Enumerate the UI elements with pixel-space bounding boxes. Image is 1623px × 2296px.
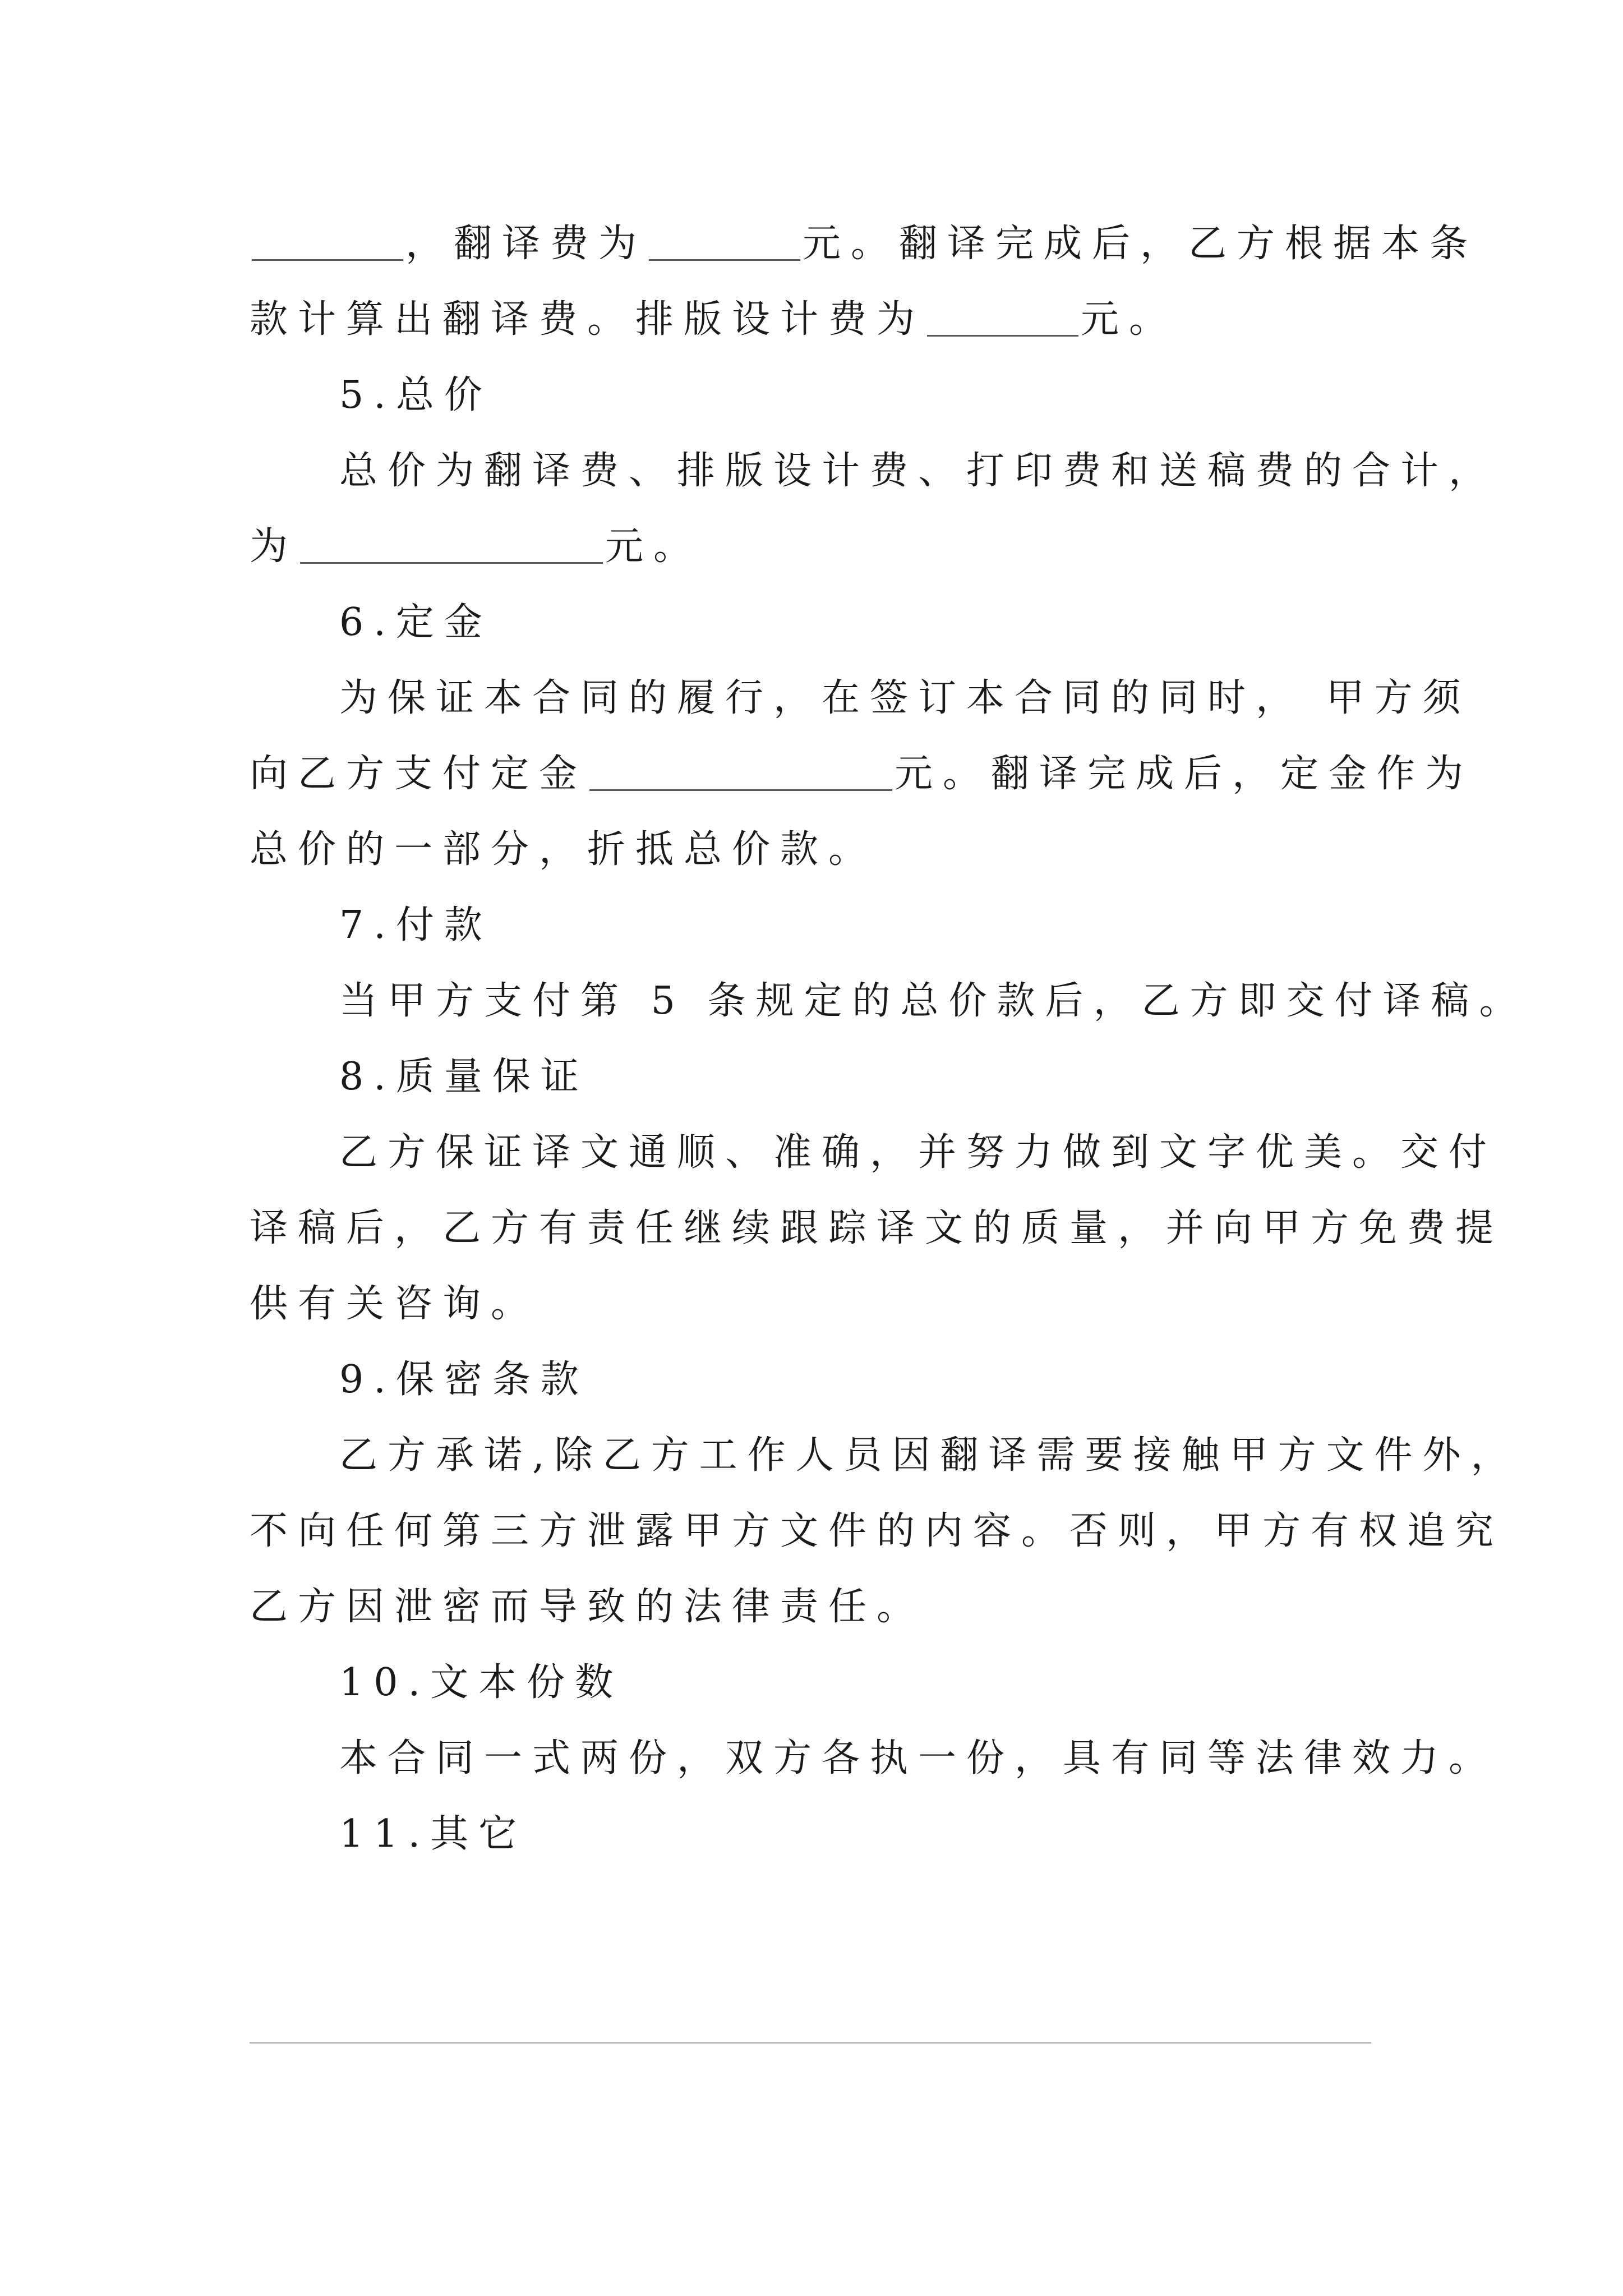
paragraph-line: 译稿后，乙方有责任继续跟踪译文的质量，并向甲方免费提 [250, 1206, 1504, 1250]
section-heading-total-price: 5.总价 [339, 373, 492, 417]
paragraph-line: 本合同一式两份，双方各执一份，具有同等法律效力。 [339, 1736, 1497, 1780]
text-segment: 向乙方支付定金 [250, 752, 588, 796]
text-segment: 元。 [605, 524, 702, 569]
paragraph-line: 供有关咨询。 [250, 1282, 540, 1326]
translation-unit-blank [252, 226, 403, 261]
paragraph-line: 总价的一部分，折抵总价款。 [250, 827, 877, 872]
deposit-line [250, 746, 1473, 802]
paragraph-line: 为保证本合同的履行，在签订本合同的同时， 甲方须 [339, 676, 1471, 720]
section-heading-payment: 7.付款 [339, 903, 492, 947]
paragraph-line: 乙方承诺,除乙方工作人员因翻译需要接触甲方文件外， [339, 1433, 1519, 1478]
section-heading-deposit: 6.定金 [339, 600, 492, 645]
text-segment: 款计算出翻译费。排版设计费为 [250, 297, 925, 342]
paragraph-line: 不向任何第三方泄露甲方文件的内容。否则，甲方有权追究 [250, 1509, 1504, 1553]
paragraph-line: 乙方保证译文通顺、准确，并努力做到文字优美。交付 [339, 1130, 1497, 1175]
text-segment: 为 [250, 524, 298, 569]
total-price-line [250, 519, 702, 575]
section-heading-quality: 8.质量保证 [339, 1055, 589, 1099]
text-segment: 元。 [1081, 297, 1178, 342]
text-segment: 元。翻译完成后，定金作为 [895, 752, 1474, 796]
deposit-blank [589, 756, 892, 791]
section-heading-copies: 10.文本份数 [339, 1660, 624, 1705]
footer-divider [250, 2042, 1371, 2044]
text-segment: ，翻译费为 [405, 222, 647, 266]
paragraph-line: 乙方因泄密而导致的法律责任。 [250, 1585, 925, 1629]
paragraph-line: 总价为翻译费、排版设计费、打印费和送稿费的合计， [339, 449, 1497, 493]
section-heading-confidentiality: 9.保密条款 [339, 1358, 589, 1402]
paragraph-line: 当甲方支付第 5 条规定的总价款后，乙方即交付译稿。 [339, 979, 1528, 1023]
total-price-blank [300, 528, 603, 564]
translation-fee-blank [649, 226, 800, 261]
text-segment: 元。翻译完成后，乙方根据本条 [803, 222, 1478, 266]
section-heading-other: 11.其它 [339, 1812, 527, 1856]
layout-fee-blank [927, 301, 1078, 337]
layout-fee-line [250, 292, 1177, 348]
fee-line [250, 216, 1478, 272]
